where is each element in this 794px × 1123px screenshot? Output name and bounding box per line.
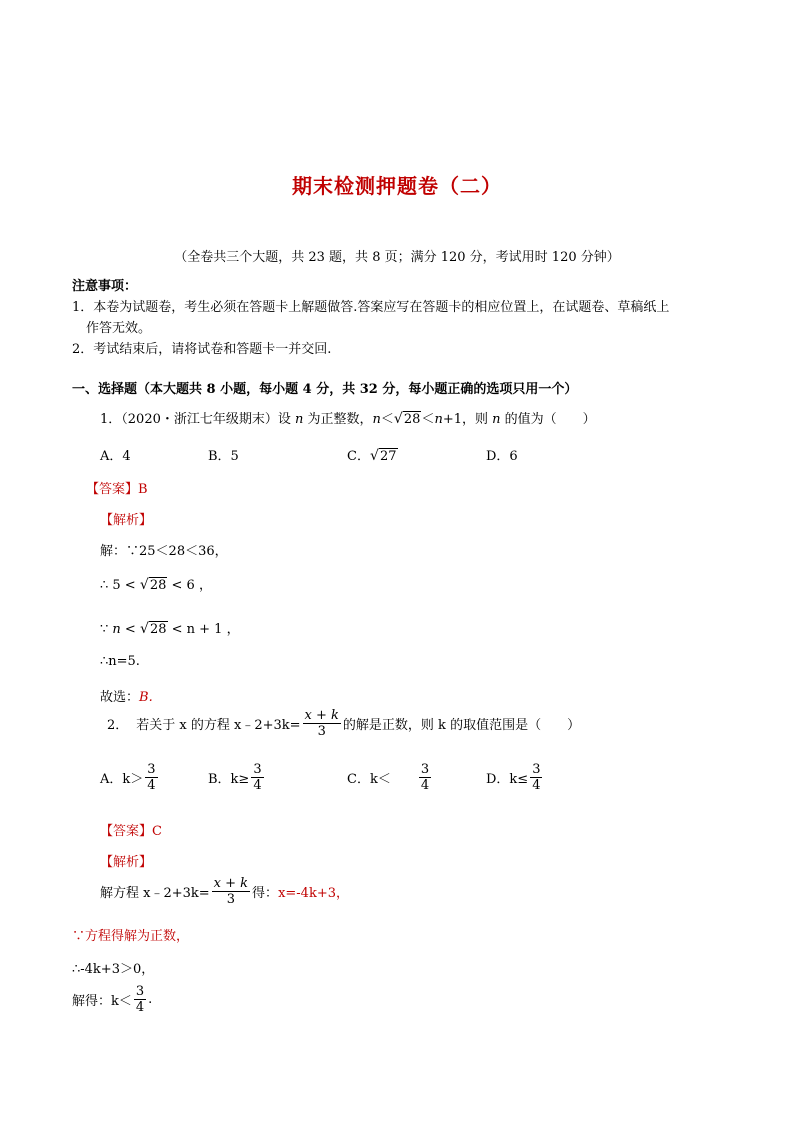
q1-n2: n xyxy=(492,412,501,427)
q2-option-d-num: 3 xyxy=(532,762,541,777)
q1-radicand: 28 xyxy=(403,412,421,427)
q2-option-b-label: B．k≥ xyxy=(208,772,250,787)
q1-line3-sqrt xyxy=(140,622,168,637)
q1-answer: 【答案】B xyxy=(86,482,148,497)
q1-line2-radicand: 28 xyxy=(149,578,167,593)
q2-sol1-pre: 解方程 x﹣2+3k= xyxy=(100,886,210,901)
q2-stem-frac-num: x + k xyxy=(304,708,339,723)
q1-prefix: 1．（2020・浙江七年级期末）设 xyxy=(100,412,295,427)
q1-suffix: 的值为（ ） xyxy=(500,412,596,427)
q1-line2-pre: ∴ 5 < xyxy=(100,578,140,593)
q1-line5-value: B. xyxy=(139,690,153,705)
q2-sol1-mid: 得： xyxy=(252,886,279,901)
notice-item-2: 2．考试结束后，请将试卷和答题卡一并交回. xyxy=(72,342,332,357)
q1-line5-pre: 故选： xyxy=(100,690,140,705)
q1-lt: ＜ xyxy=(380,412,394,427)
q2-sol1-frac-den: 3 xyxy=(226,892,235,907)
q2-sol4-pre: 解得：k＜ xyxy=(72,994,132,1009)
q1-solution-line-4: ∴n=5. xyxy=(100,654,140,669)
q2-answer: 【答案】C xyxy=(100,824,162,839)
q2-sol4-post: . xyxy=(148,992,153,1007)
q1-option-c-label: C． xyxy=(347,449,370,464)
q2-option-c-frac xyxy=(419,762,431,793)
q1-option-b: B．5 xyxy=(208,449,239,464)
q1-plus1: +1，则 xyxy=(442,412,493,427)
notice-item-1: 1．本卷为试题卷，考生必须在答题卡上解题做答.答案应写在答题卡的相应位置上，在试题卷、草稿纸上 xyxy=(72,300,670,315)
q1-mid: 为正整数， xyxy=(303,412,373,427)
q2-option-c-den: 4 xyxy=(420,778,430,793)
q2-stem-frac-den: 3 xyxy=(317,724,326,739)
q1-solution-line-5 xyxy=(100,686,153,705)
q1-option-d: D．6 xyxy=(486,449,518,464)
q1-line2-post: < 6 ， xyxy=(167,578,212,593)
q1-option-c-radicand: 27 xyxy=(379,449,397,464)
q2-option-a-num: 3 xyxy=(147,762,156,777)
q1-option-a: A．4 xyxy=(100,449,131,464)
q2-option-d-label: D．k≤ xyxy=(486,772,529,787)
q2-option-b-den: 4 xyxy=(253,778,262,793)
q2-option-a-label: A．k＞ xyxy=(100,772,144,787)
q1-line2-sqrt xyxy=(140,578,168,593)
q2-option-b-frac xyxy=(251,762,263,793)
notice-item-1-cont: 作答无效。 xyxy=(86,321,152,336)
q2-stem-pre: 若关于 x 的方程 x﹣2+3k= xyxy=(136,718,301,733)
q2-option-c-num: 3 xyxy=(420,762,430,777)
q1-np1: n xyxy=(434,412,443,427)
q2-sol4-num: 3 xyxy=(135,984,145,999)
q2-stem-fraction xyxy=(303,708,341,739)
q1-option-c-sqrt xyxy=(370,449,398,464)
q2-option-b xyxy=(208,762,266,793)
q2-analysis-label: 【解析】 xyxy=(100,855,153,870)
q2-solution-line-3: ∴-4k+3＞0， xyxy=(72,962,155,977)
page-title: 期末检测押题卷（二） xyxy=(292,174,502,198)
q2-solution-line-2: ∵方程得解为正数， xyxy=(72,929,190,944)
q1-solution-line-1: 解：∵25＜28＜36， xyxy=(100,544,228,559)
q2-sol1-frac-num: x + k xyxy=(213,876,249,891)
q2-stem-post: 的解是正数，则 k 的取值范围是（ ） xyxy=(342,718,581,733)
q1-line3-n: n xyxy=(112,622,121,637)
q2-sol4-den: 4 xyxy=(135,1000,145,1015)
q2-option-d-den: 4 xyxy=(532,778,541,793)
q1-solution-line-2 xyxy=(100,574,212,593)
q1-line3-pre: ∵ xyxy=(100,622,113,637)
q2-option-a xyxy=(100,762,160,793)
q2-sol4-fraction xyxy=(134,984,146,1015)
q2-option-c xyxy=(347,762,433,793)
q1-line3-lt: < xyxy=(120,622,140,637)
q1-line3-post: < n + 1 ， xyxy=(167,622,240,637)
q2-option-d-frac xyxy=(530,762,542,793)
q2-sol1-fraction xyxy=(212,876,250,907)
q2-option-d xyxy=(486,762,544,793)
q1-line3-radicand: 28 xyxy=(149,622,167,637)
section-heading: 一、选择题（本大题共 8 小题，每小题 4 分，共 32 分，每小题正确的选项只用一个） xyxy=(72,382,578,397)
q1-sqrt xyxy=(394,412,422,427)
q2-sol1-post: x=-4k+3， xyxy=(278,886,349,901)
q2-option-c-label: C．k＜ xyxy=(347,772,391,787)
q1-n-symbol: n xyxy=(372,412,381,427)
q2-option-a-frac xyxy=(145,762,157,793)
exam-info: （全卷共三个大题，共 23 题，共 8 页；满分 120 分，考试用时 120 分钟） xyxy=(174,250,620,265)
notice-heading: 注意事项： xyxy=(72,279,138,294)
q2-solution-line-1 xyxy=(100,876,349,907)
q1-lt2: ＜ xyxy=(421,412,435,427)
q2-option-b-num: 3 xyxy=(253,762,262,777)
question-1-stem xyxy=(100,408,596,427)
question-2-stem xyxy=(107,708,580,739)
q1-option-c xyxy=(347,445,398,464)
q1-solution-line-3 xyxy=(100,618,240,637)
q1-analysis-label: 【解析】 xyxy=(100,513,153,528)
q2-number: 2． xyxy=(107,718,129,733)
q2-solution-line-4 xyxy=(72,984,152,1015)
q1-n: n xyxy=(295,412,304,427)
q2-option-a-den: 4 xyxy=(147,778,156,793)
